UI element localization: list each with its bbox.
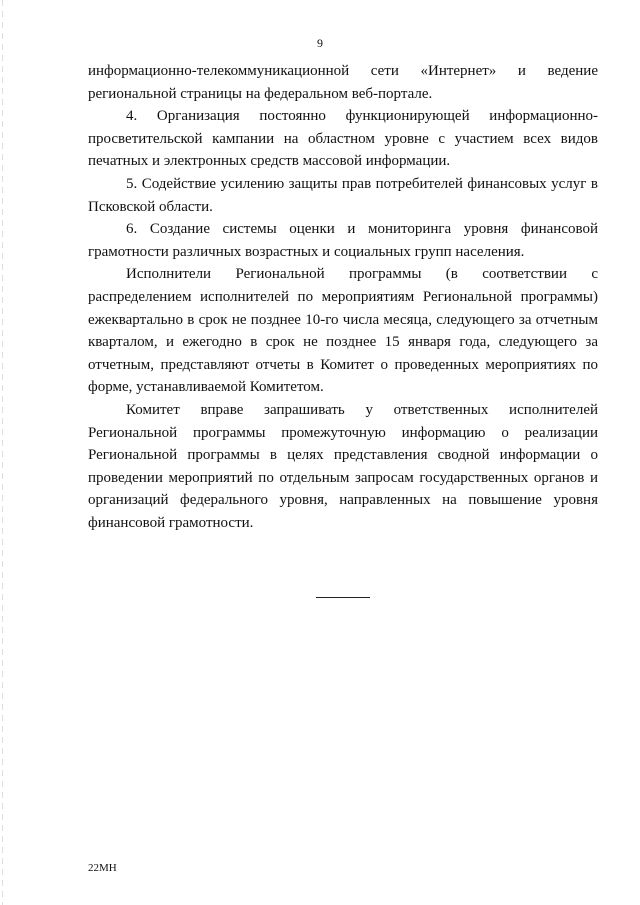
footer-code: 22МН — [88, 862, 117, 874]
document-body — [88, 60, 598, 534]
paragraph-item-6: 6. Создание системы оценки и мониторинга уровня финансовой грамотности различных возрастных и социальных групп населения. — [88, 221, 598, 260]
paragraph-committee-requests: Комитет вправе запрашивать у ответственных исполнителей Региональной программы промежуточную информацию о реализации Региональной программы в целях представления сводной информации о проведении мероприятий по отдельным запросам государственных органов и организаций федерального уровня, направленных на повышение уровня финансовой грамотности. — [88, 401, 598, 531]
scan-edge-mark — [2, 0, 3, 905]
paragraph-reporting: Исполнители Региональной программы (в соответствии с распределением исполнителей по мероприятиям Региональной программы) ежеквартально в срок не позднее 10-го числа месяца, следующего за отчетным кварталом, и ежегодно в срок не позднее 15 января года, следующего за отчетным, представляют отчеты в Комитет о проведенных мероприятиях по форме, устанавливаемой Комитетом. — [88, 266, 598, 396]
paragraph-item-5: 5. Содействие усилению защиты прав потребителей финансовых услуг в Псковской области. — [88, 175, 598, 215]
paragraph-continuation: информационно-телекоммуникационной сети «Интернет» и ведение региональной страницы на федеральном веб-портале. — [88, 63, 598, 102]
page-number: 9 — [317, 36, 323, 50]
end-separator-line — [316, 597, 370, 598]
paragraph-item-4: 4. Организация постоянно функционирующей информационно-просветительской кампании на областном уровне с участием всех видов печатных и электронных средств массовой информации. — [88, 108, 598, 170]
